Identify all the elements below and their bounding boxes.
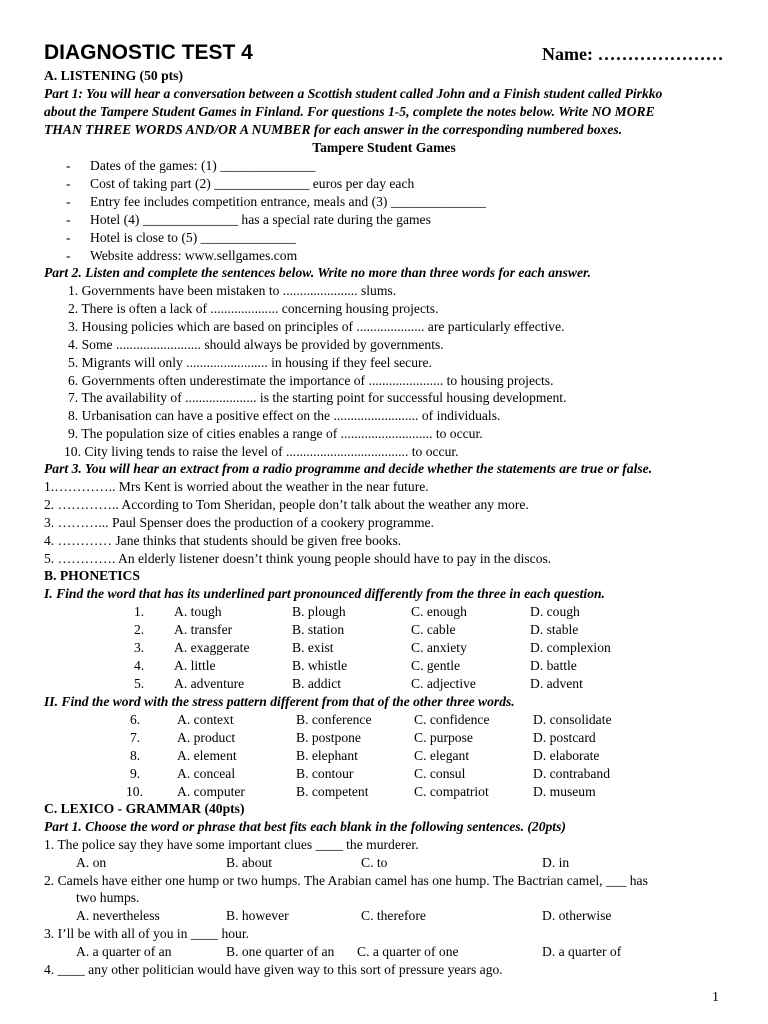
option-a: A. context (177, 712, 234, 727)
option-c: C. consul (414, 766, 466, 781)
question-number: 9. (130, 766, 141, 781)
option-a: A. adventure (174, 676, 245, 691)
option-b: B. about (226, 855, 273, 870)
listening-heading: A. LISTENING (50 pts) (44, 68, 183, 83)
question-number: 3. (134, 640, 145, 655)
question-number: 8. (130, 748, 141, 763)
question-number: 2. (134, 622, 145, 637)
question-1: 1. The police say they have some important clues ____ the murderer. (44, 837, 419, 852)
part3-instructions: Part 3. You will hear an extract from a radio programme and decide whether the statements are true or false. (44, 461, 653, 476)
note-bullet: - (66, 248, 71, 263)
option-b: B. postpone (296, 730, 361, 745)
question-number: 6. (130, 712, 141, 727)
option-c: C. anxiety (411, 640, 467, 655)
lexico-heading: C. LEXICO - GRAMMAR (40pts) (44, 801, 245, 816)
option-d: D. in (542, 855, 570, 870)
part3-item: 1.………….. Mrs Kent is worried about the weather in the near future. (44, 479, 429, 494)
option-d: D. otherwise (542, 908, 612, 923)
part2-item: 1. Governments have been mistaken to ...................... slums. (68, 283, 397, 298)
part3-item: 4. ………… Jane thinks that students should be given free books. (44, 533, 402, 548)
option-d: D. complexion (530, 640, 611, 655)
part2-item: 4. Some ......................... should always be provided by governments. (68, 337, 444, 352)
option-b: B. plough (292, 604, 346, 619)
part1-instructions-line1: Part 1: You will hear a conversation between a Scottish student called John and a Finish student called Pirkko (44, 86, 663, 101)
note-bullet: - (66, 212, 71, 227)
part2-item: 8. Urbanisation can have a positive effect on the ......................... of individuals. (68, 408, 501, 423)
option-c: C. gentle (411, 658, 461, 673)
option-d: D. postcard (533, 730, 596, 745)
option-a: A. product (177, 730, 236, 745)
option-c: C. confidence (414, 712, 490, 727)
question-2: 2. Camels have either one hump or two humps. The Arabian camel has one hump. The Bactrian camel, ___ has (44, 873, 648, 888)
option-a: A. computer (177, 784, 245, 799)
option-c: C. purpose (414, 730, 473, 745)
option-b: B. competent (296, 784, 369, 799)
note-item: Cost of taking part (2) ______________ euros per day each (90, 176, 415, 191)
option-a: A. conceal (177, 766, 236, 781)
test-title: DIAGNOSTIC TEST 4 (44, 41, 253, 64)
option-d: D. battle (530, 658, 577, 673)
option-a: A. exaggerate (174, 640, 250, 655)
note-item: Hotel (4) ______________ has a special rate during the games (90, 212, 431, 227)
part2-item: 2. There is often a lack of .................... concerning housing projects. (68, 301, 439, 316)
option-c: C. elegant (414, 748, 470, 763)
note-item: Website address: www.sellgames.com (90, 248, 298, 263)
part2-item: 10. City living tends to raise the level of .................................... to occur. (64, 444, 459, 459)
name-field: Name: ………………… (542, 44, 724, 64)
option-a: A. little (174, 658, 216, 673)
option-b: B. one quarter of an (226, 944, 335, 959)
option-b: B. exist (292, 640, 334, 655)
question-number: 5. (134, 676, 145, 691)
phonetics-part2-instructions: II. Find the word with the stress pattern different from that of the other three words. (44, 694, 515, 709)
option-b: B. conference (296, 712, 372, 727)
phonetics-part1-instructions: I. Find the word that has its underlined part pronounced differently from the three in each question. (44, 586, 605, 601)
part3-item: 2. ………….. According to Tom Sheridan, people don’t talk about the weather any more. (44, 497, 529, 512)
option-b: B. elephant (296, 748, 358, 763)
note-bullet: - (66, 158, 71, 173)
option-d: D. cough (530, 604, 580, 619)
part3-item: 3. ………... Paul Spenser does the production of a cookery programme. (44, 515, 434, 530)
option-d: D. a quarter of (542, 944, 622, 959)
option-c: C. therefore (361, 908, 426, 923)
option-c: C. a quarter of one (357, 944, 459, 959)
option-d: D. consolidate (533, 712, 612, 727)
option-d: D. stable (530, 622, 579, 637)
option-d: D. museum (533, 784, 596, 799)
option-d: D. elaborate (533, 748, 600, 763)
lexico-part1-instructions: Part 1. Choose the word or phrase that best fits each blank in the following sentences. (20pts) (44, 819, 566, 834)
question-number: 1. (134, 604, 145, 619)
part2-item: 6. Governments often underestimate the importance of ...................... to housing projects. (68, 373, 554, 388)
part1-instructions-line3: THAN THREE WORDS AND/OR A NUMBER for each answer in the corresponding numbered boxes. (44, 122, 623, 137)
question-number: 4. (134, 658, 145, 673)
option-c: C. compatriot (414, 784, 489, 799)
note-item: Entry fee includes competition entrance, meals and (3) ______________ (90, 194, 486, 209)
note-bullet: - (66, 230, 71, 245)
option-d: D. advent (530, 676, 583, 691)
option-a: A. nevertheless (76, 908, 160, 923)
note-bullet: - (66, 194, 71, 209)
option-a: A. element (177, 748, 237, 763)
page-number: 1 (712, 990, 719, 1005)
option-c: C. cable (411, 622, 456, 637)
question-2-continued: two humps. (76, 890, 140, 905)
part2-item: 3. Housing policies which are based on principles of .................... are particularly effective. (68, 319, 565, 334)
note-item: Dates of the games: (1) ______________ (90, 158, 316, 173)
option-a: A. a quarter of an (76, 944, 172, 959)
option-b: B. however (226, 908, 289, 923)
option-a: A. on (76, 855, 107, 870)
option-b: B. addict (292, 676, 342, 691)
part2-item: 7. The availability of ..................... is the starting point for successful housing development. (68, 390, 567, 405)
note-item: Hotel is close to (5) ______________ (90, 230, 296, 245)
option-c: C. adjective (411, 676, 476, 691)
question-4: 4. ____ any other politician would have given way to this sort of pressure years ago. (44, 962, 503, 977)
part2-instructions: Part 2. Listen and complete the sentences below. Write no more than three words for each answer. (44, 265, 591, 280)
option-a: A. tough (174, 604, 222, 619)
phonetics-heading: B. PHONETICS (44, 568, 140, 583)
part2-item: 5. Migrants will only ........................ in housing if they feel secure. (68, 355, 432, 370)
option-c: C. to (361, 855, 388, 870)
option-d: D. contraband (533, 766, 611, 781)
part1-notes-title: Tampere Student Games (312, 140, 456, 155)
option-a: A. transfer (174, 622, 233, 637)
part1-instructions-line2: about the Tampere Student Games in Finland. For questions 1-5, complete the notes below. Write NO MORE (44, 104, 655, 119)
option-b: B. contour (296, 766, 354, 781)
option-c: C. enough (411, 604, 467, 619)
question-3: 3. I’ll be with all of you in ____ hour. (44, 926, 250, 941)
option-b: B. station (292, 622, 345, 637)
part2-item: 9. The population size of cities enables a range of ........................... to occur. (68, 426, 483, 441)
option-b: B. whistle (292, 658, 348, 673)
note-bullet: - (66, 176, 71, 191)
question-number: 10. (126, 784, 143, 799)
question-number: 7. (130, 730, 141, 745)
part3-item: 5. …………. An elderly listener doesn’t think young people should have to pay in the discos. (44, 551, 552, 566)
